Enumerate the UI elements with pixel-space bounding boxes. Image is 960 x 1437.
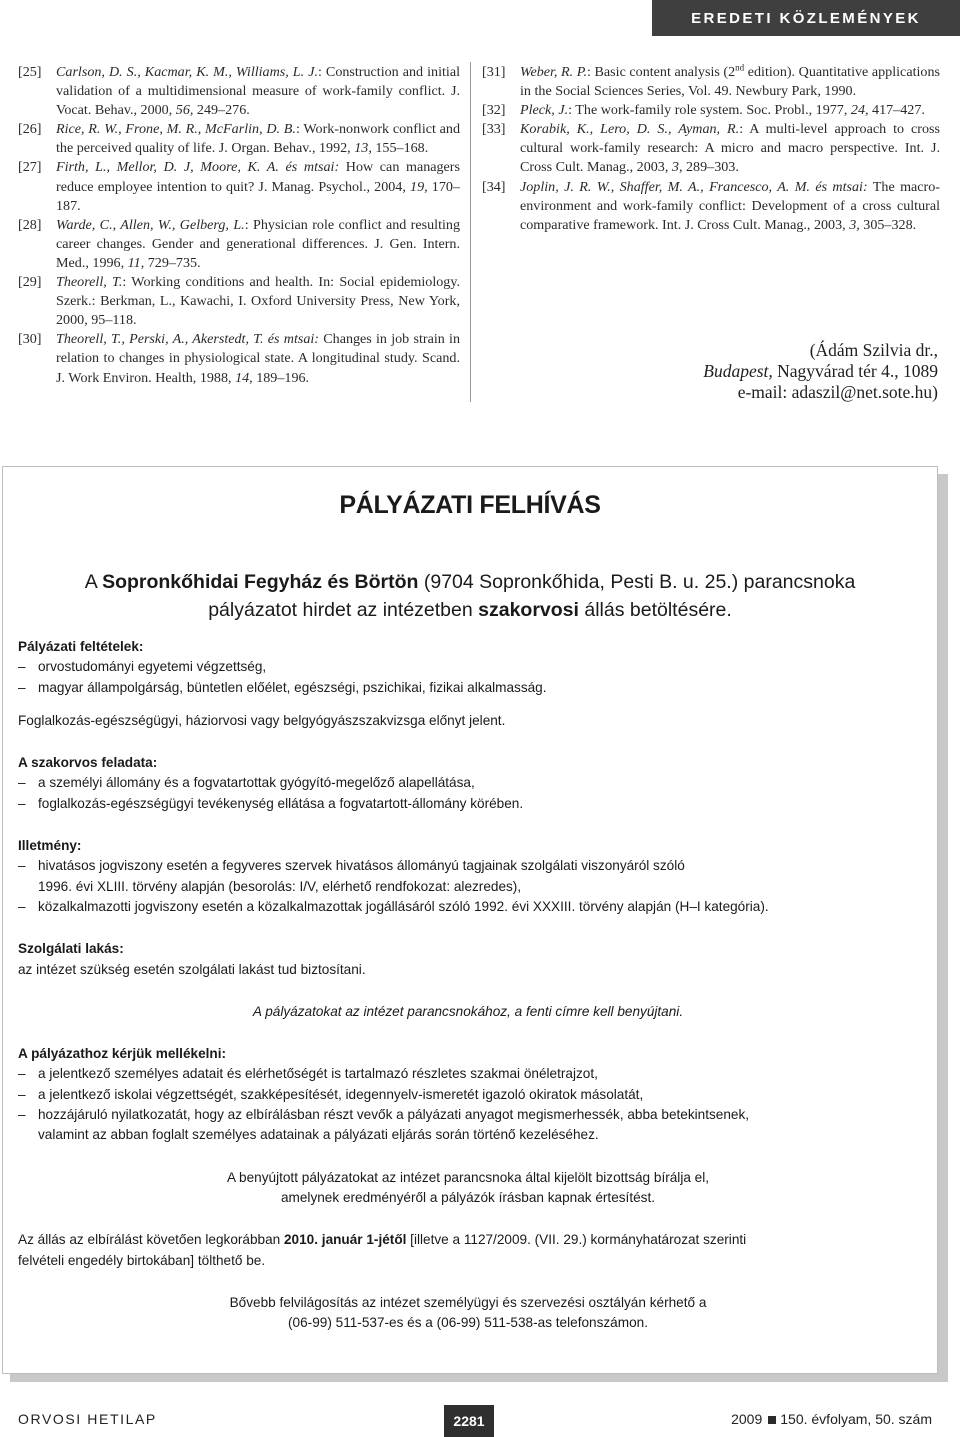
- list-item: – foglalkozás-egészségügyi tevékenység ellátása a fogvatartott-állomány körében.: [18, 794, 918, 814]
- reference-list-left: [18, 63, 460, 388]
- reference-pages: 249–276.: [193, 102, 250, 119]
- reference-number: [25]: [18, 64, 42, 80]
- reference-volume: 3,: [849, 216, 860, 233]
- start-date-line-2: felvételi engedély birtokában] tölthető be.: [18, 1252, 266, 1268]
- advantage-text: Foglalkozás-egészségügyi, háziorvosi vagy belgyógyászszakvizsga előnyt jelent.: [18, 712, 506, 728]
- section-header: [652, 0, 960, 36]
- reference-volume: 14,: [235, 369, 253, 386]
- list-item: – orvostudományi egyetemi végzettség,: [18, 657, 918, 677]
- decision-line-2: amelynek eredményéről a pályázók írásban kapnak értesítést.: [280, 1189, 656, 1205]
- issue-volume: 150. évfolyam, 50. szám: [780, 1411, 932, 1427]
- reference-body: The macro-environment and work-family conflict: Development of a cross cultural comparative framework. Int. J. Cross Cult. Manag., 2003,: [520, 178, 940, 233]
- square-bullet-icon: [768, 1416, 776, 1424]
- list-item: – a jelentkező személyes adatait és elérhetőségét is tartalmazó részletes szakmai önéletrajzot,: [18, 1064, 918, 1084]
- reference-authors: Korabik, K., Lero, D. S., Ayman, R.: [520, 121, 740, 138]
- housing-text: az intézet szükség esetén szolgálati lakást tud biztosítani.: [18, 961, 366, 977]
- page-footer: [0, 1405, 960, 1437]
- reference-text: [56, 158, 460, 215]
- reference-number: [27]: [18, 159, 42, 176]
- ad-intro-mid: (9704 Sopronkőhida, Pesti B. u. 25.) parancsnoka: [418, 571, 856, 593]
- section-title: EREDETI KÖZLEMÉNYEK: [691, 9, 921, 27]
- submission-note: A pályázatokat az intézet parancsnokához, a fenti címre kell benyújtani.: [252, 1003, 684, 1019]
- signature-address: [638, 361, 938, 382]
- signature-city: Budapest,: [703, 361, 773, 381]
- reference-text: [520, 63, 940, 101]
- housing-heading: Szolgálati lakás:: [18, 941, 124, 957]
- reference-text: [520, 120, 940, 177]
- reference-body: : The work-family role system. Soc. Probl., 1977,: [568, 102, 851, 119]
- reference-authors: Warde, C., Allen, W., Gelberg, L.: [56, 216, 245, 233]
- reference-body-cont: edition). Quantitative applications in the Social Sciences Series, Vol. 49. Newbury Park, 1990.: [520, 64, 940, 100]
- conditions-list: [18, 657, 918, 698]
- reference-pages: 417–427.: [868, 102, 925, 119]
- signature-street: Nagyvárad tér 4., 1089: [772, 361, 938, 381]
- reference-text: [56, 273, 460, 330]
- list-item: – a jelentkező iskolai végzettségét, szakképesítését, idegennyelv-ismeretét igazoló okiratok másolatát,: [18, 1085, 918, 1105]
- start-date: 2010. január 1-jétől: [284, 1232, 407, 1248]
- reference-item: [18, 158, 460, 215]
- signature-email: e-mail: adaszil@net.sote.hu): [737, 382, 938, 402]
- issue-info: [731, 1411, 932, 1427]
- reference-item: [18, 330, 460, 387]
- reference-list-right: [482, 63, 940, 235]
- reference-pages: 170–187.: [56, 178, 460, 214]
- attachments-heading: A pályázathoz kérjük mellékelni:: [18, 1046, 227, 1062]
- ad-intro-pre: A: [84, 571, 103, 593]
- salary-list: [18, 856, 918, 917]
- reference-volume: 11,: [127, 254, 145, 271]
- reference-authors: Weber, R. P.: [520, 64, 588, 80]
- job-advertisement: [2, 466, 938, 1374]
- reference-item: [18, 216, 460, 273]
- decision-line-1: A benyújtott pályázatokat az intézet parancsnoka által kijelölt bizottság bírálja el,: [226, 1169, 710, 1185]
- reference-body: : Working conditions and health. In: Social epidemiology. Szerk.: Berkman, L., Kawachi, I. Oxford University Press, New York, 2000, 95–118.: [56, 274, 460, 329]
- reference-volume: 19,: [410, 178, 428, 195]
- reference-number: [32]: [482, 102, 506, 119]
- reference-text: [520, 178, 940, 235]
- reference-authors: Carlson, D. S., Kacmar, K. M., Williams, L. J.: [56, 64, 318, 80]
- reference-pages: 155–168.: [371, 140, 429, 157]
- reference-item: [18, 120, 460, 158]
- reference-text: [56, 330, 460, 387]
- ad-content: [18, 637, 918, 1333]
- reference-number: [26]: [18, 121, 42, 138]
- reference-volume: 24,: [850, 102, 869, 119]
- duties-list: [18, 773, 918, 814]
- issue-year: 2009: [731, 1411, 763, 1427]
- reference-item: [18, 63, 460, 120]
- attachments-list: [18, 1064, 918, 1145]
- ad-intro: [3, 568, 937, 624]
- reference-item: [18, 273, 460, 330]
- start-pre: Az állás az elbírálást követően legkorábban: [18, 1232, 284, 1248]
- ad-intro-line-1: [3, 568, 937, 596]
- reference-pages: 305–328.: [859, 216, 917, 233]
- reference-number: [33]: [482, 121, 506, 138]
- salary-heading: Illetmény:: [18, 838, 82, 854]
- reference-authors: Pleck, J.: [520, 102, 569, 119]
- list-item: – közalkalmazotti jogviszony esetén a közalkalmazottak jogállásáról szóló 1992. évi XXXIII. törvény alapján (H–I kategória).: [18, 897, 918, 917]
- duties-heading: A szakorvos feladata:: [18, 755, 158, 771]
- info-line-2: (06-99) 511-537-es és a (06-99) 511-538-as telefonszámon.: [288, 1315, 648, 1331]
- reference-text: [520, 101, 940, 120]
- info-line-1: Bővebb felvilágosítás az intézet személyügyi és szervezési osztályán kérhető a: [229, 1294, 707, 1310]
- reference-body: : Construction and initial validation of a multidimensional measure of work-family conflict. J. Vocat. Behav., 2000,: [56, 64, 460, 119]
- reference-body: How can managers reduce employee intention to quit? J. Manag. Psychol., 2004,: [56, 159, 460, 195]
- reference-body: : Basic content analysis (2: [587, 64, 736, 80]
- reference-text: [56, 63, 460, 120]
- page-number: 2281: [444, 1405, 494, 1437]
- reference-text: [56, 216, 460, 273]
- reference-item: [482, 63, 940, 101]
- author-signature: [638, 340, 938, 403]
- start-post: [illetve a 1127/2009. (VII. 29.) kormányhatározat szerinti: [406, 1232, 747, 1248]
- reference-authors: Joplin, J. R. W., Shaffer, M. A., Francesco, A. M. és mtsai:: [520, 178, 868, 195]
- reference-volume: 56,: [175, 102, 194, 119]
- reference-volume: 13,: [354, 140, 372, 157]
- reference-pages: 189–196.: [252, 369, 310, 386]
- reference-body: : Work-nonwork conflict and the perceived quality of life. J. Organ. Behav., 1992,: [56, 121, 461, 157]
- column-divider: [470, 62, 471, 402]
- ad-institution: Sopronkőhidai Fegyház és Börtön: [102, 571, 419, 593]
- ad-title: PÁLYÁZATI FELHÍVÁS: [339, 491, 601, 519]
- reference-authors: Firth, L., Mellor, D. J, Moore, K. A. és mtsai:: [56, 159, 340, 176]
- conditions-heading: Pályázati feltételek:: [18, 639, 144, 654]
- reference-item: [482, 178, 940, 235]
- list-item-continuation: valamint az abban foglalt személyes adatainak a pályázati eljárás során történő kezeléséhez.: [38, 1127, 599, 1143]
- reference-volume: 3,: [671, 159, 683, 176]
- list-item: – hozzájáruló nyilatkozatát, hogy az elbírálásban részt vevők a pályázati anyagot megismerhessék, abba betekintsenek,: [18, 1105, 918, 1125]
- reference-number: [34]: [482, 178, 506, 195]
- ad-intro-line2-post: állás betöltésére.: [578, 599, 732, 621]
- reference-number: [29]: [18, 274, 42, 291]
- ad-intro-line-2: [3, 596, 937, 624]
- journal-name: ORVOSI HETILAP: [18, 1411, 157, 1427]
- reference-number: [30]: [18, 331, 42, 348]
- reference-body: : A multi-level approach to cross cultural work-family research: A micro and macro perspective. Int. J. Cross Cult. Manag., 2003,: [520, 121, 940, 176]
- reference-authors: Rice, R. W., Frone, M. R., McFarlin, D. B.: [56, 121, 296, 138]
- reference-authors: Theorell, T., Perski, A., Akerstedt, T. és mtsai:: [56, 331, 319, 348]
- ad-role: szakorvosi: [478, 599, 579, 621]
- reference-authors: Theorell, T.: [56, 274, 123, 291]
- reference-body: Changes in job strain in relation to changes in physiological state. A longitudinal study. Scand. J. Work Environ. Health, 1988,: [56, 331, 460, 386]
- reference-body: : Physician role conflict and resulting career changes. Gender and generational differences. J. Gen. Intern. Med., 1996,: [56, 216, 460, 271]
- signature-name: (Ádám Szilvia dr.,: [809, 340, 938, 360]
- reference-number: [28]: [18, 216, 42, 233]
- reference-pages: 729–735.: [144, 254, 201, 271]
- list-item: – magyar állampolgárság, büntetlen előélet, egészségi, pszichikai, fizikai alkalmasság.: [18, 678, 918, 698]
- list-item-continuation: 1996. évi XLIII. törvény alapján (besorolás: I/V, elérhető rendfokozat: alezredes),: [38, 878, 522, 894]
- reference-item: [482, 101, 940, 120]
- reference-superscript: nd: [735, 62, 745, 73]
- reference-pages: 289–303.: [682, 159, 739, 176]
- list-item: – a személyi állomány és a fogvatartottak gyógyító-megelőző alapellátása,: [18, 773, 918, 793]
- reference-number: [31]: [482, 64, 506, 80]
- reference-item: [482, 120, 940, 177]
- start-date-line-1: [18, 1230, 918, 1250]
- reference-text: [56, 120, 460, 158]
- list-item: – hivatásos jogviszony esetén a fegyveres szervek hivatásos állományú tagjainak szolgálati viszonyáról szóló: [18, 856, 918, 876]
- ad-intro-line2-pre: pályázatot hirdet az intézetben: [208, 599, 479, 621]
